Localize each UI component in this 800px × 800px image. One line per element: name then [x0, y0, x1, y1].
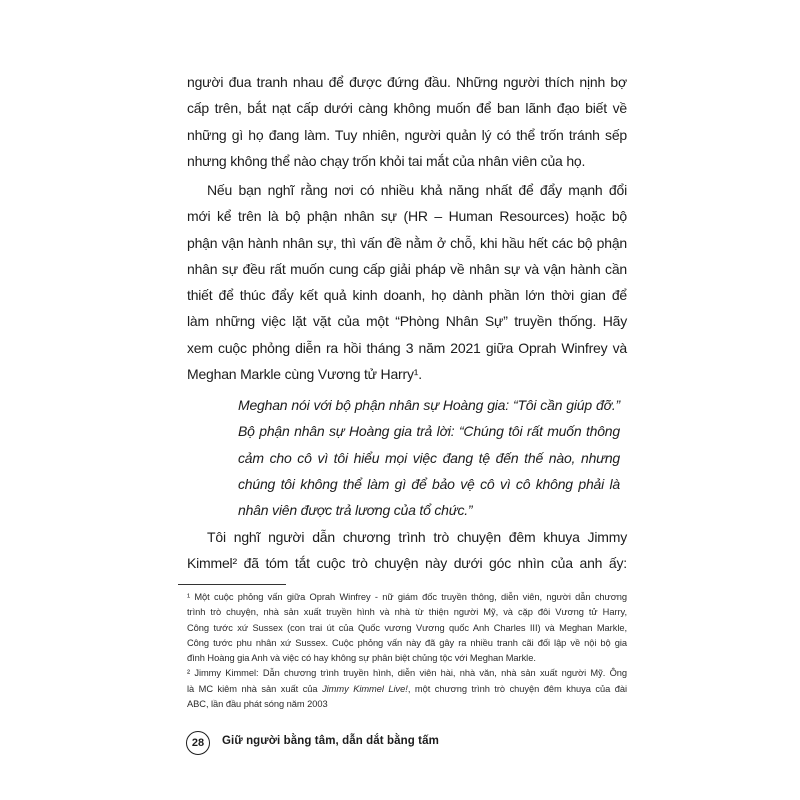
page-number: 28 [186, 731, 210, 755]
body-line: nhưng không thể nào chạy trốn khỏi tai mắt của nhân viên của họ. [187, 152, 586, 169]
quote-line: Meghan nói với bộ phận nhân sự Hoàng gia: “Tôi cần giúp đỡ.” [238, 397, 620, 413]
footnote-line [187, 682, 627, 697]
footnote-line: ² Jimmy Kimmel: Dẫn chương trình truyền hình, diễn viên hài, nhà văn, nhà sản xuất người Mỹ. Ông [187, 668, 627, 679]
footnote-text: là MC kiêm nhà sản xuất của [187, 683, 323, 694]
body-line: phận vận hành nhân sự, thì vấn đề nằm ở chỗ, khi hầu hết các bộ phận [187, 234, 627, 251]
body-line: Tôi nghĩ người dẫn chương trình trò chuyện đêm khuya Jimmy [207, 529, 627, 545]
quote-line: chúng tôi không thể làm gì để bảo vệ cô vì cô không phải là [238, 475, 620, 492]
footnote-1 [187, 590, 627, 666]
show-title: Jimmy Kimmel Live! [322, 683, 408, 694]
body-line: xem cuộc phỏng diễn ra hồi tháng 3 năm 2021 giữa Oprah Winfrey và [187, 339, 627, 356]
quote-line: cảm cho cô vì tôi hiểu mọi việc đang tệ đến thế nào, nhưng [238, 449, 620, 466]
body-line: Nếu bạn nghĩ rằng nơi có nhiều khả năng nhất để đẩy mạnh đổi [207, 182, 627, 198]
body-line: cấp trên, bắt nạt cấp dưới càng không muốn để ban lãnh đạo biết về [187, 100, 627, 117]
body-line: thiết để thúc đẩy kết quả kinh doanh, họ dành phần lớn thời gian để [187, 287, 627, 304]
body-line: những gì họ đang làm. Tuy nhiên, người quản lý có thể trốn tránh sếp [187, 126, 627, 143]
footnotes [187, 590, 627, 712]
paragraph-1 [187, 69, 627, 174]
body-line: mới kể trên là bộ phận nhân sự (HR – Human Resources) hoặc bộ [187, 208, 627, 225]
block-quote [238, 392, 620, 523]
quote-line: nhân viên được trả lương của tổ chức.” [238, 502, 473, 519]
paragraph-3 [187, 524, 627, 577]
paragraph-2 [187, 177, 627, 387]
quote-line: Bộ phận nhân sự Hoàng gia trả lời: “Chúng tôi rất muốn thông [238, 423, 620, 440]
footnote-line: trình trò chuyện, nhà sản xuất truyền hình và nhà từ thiện người Mỹ, và cặp đôi Vương tử Harry, [187, 607, 627, 618]
footnote-line: ¹ Một cuộc phỏng vấn giữa Oprah Winfrey - nữ giám đốc truyền thông, diễn viên, người dẫn chương [187, 592, 627, 602]
footnote-line: Công tước xứ Sussex (con trai út của Quốc vương Vương quốc Anh Charles III) và Meghan Markle, [187, 622, 627, 633]
footnote-line: Công tước phu nhân xứ Sussex. Cuộc phỏng vấn này đã gây ra nhiều tranh cãi đối lập về nội bộ gia [187, 637, 627, 648]
body-line: Meghan Markle cùng Vương tử Harry¹. [187, 366, 422, 383]
footnote-line: đình Hoàng gia Anh và việc có hay không sự phân biệt chủng tộc với Meghan Markle. [187, 653, 536, 664]
footnote-separator [178, 584, 286, 585]
body-line: người đua tranh nhau để được đứng đầu. Những người thích nịnh bợ [187, 74, 627, 90]
footnote-line: ABC, lần đầu phát sóng năm 2003 [187, 699, 328, 710]
body-line: làm những việc lặt vặt của một “Phòng Nhân Sự” truyền thống. Hãy [187, 313, 627, 330]
footnote-text: , một chương trình trò chuyện đêm khuya của đài [407, 683, 627, 694]
footnote-2 [187, 666, 627, 712]
running-title: Giữ người bằng tâm, dẫn dắt bằng tấm [222, 735, 439, 747]
body-line: nhân sự đều rất muốn cung cấp giải pháp về nhân sự và vận hành cần [187, 260, 627, 277]
body-line: Kimmel² đã tóm tắt cuộc trò chuyện này dưới góc nhìn của anh ấy: [187, 555, 627, 572]
